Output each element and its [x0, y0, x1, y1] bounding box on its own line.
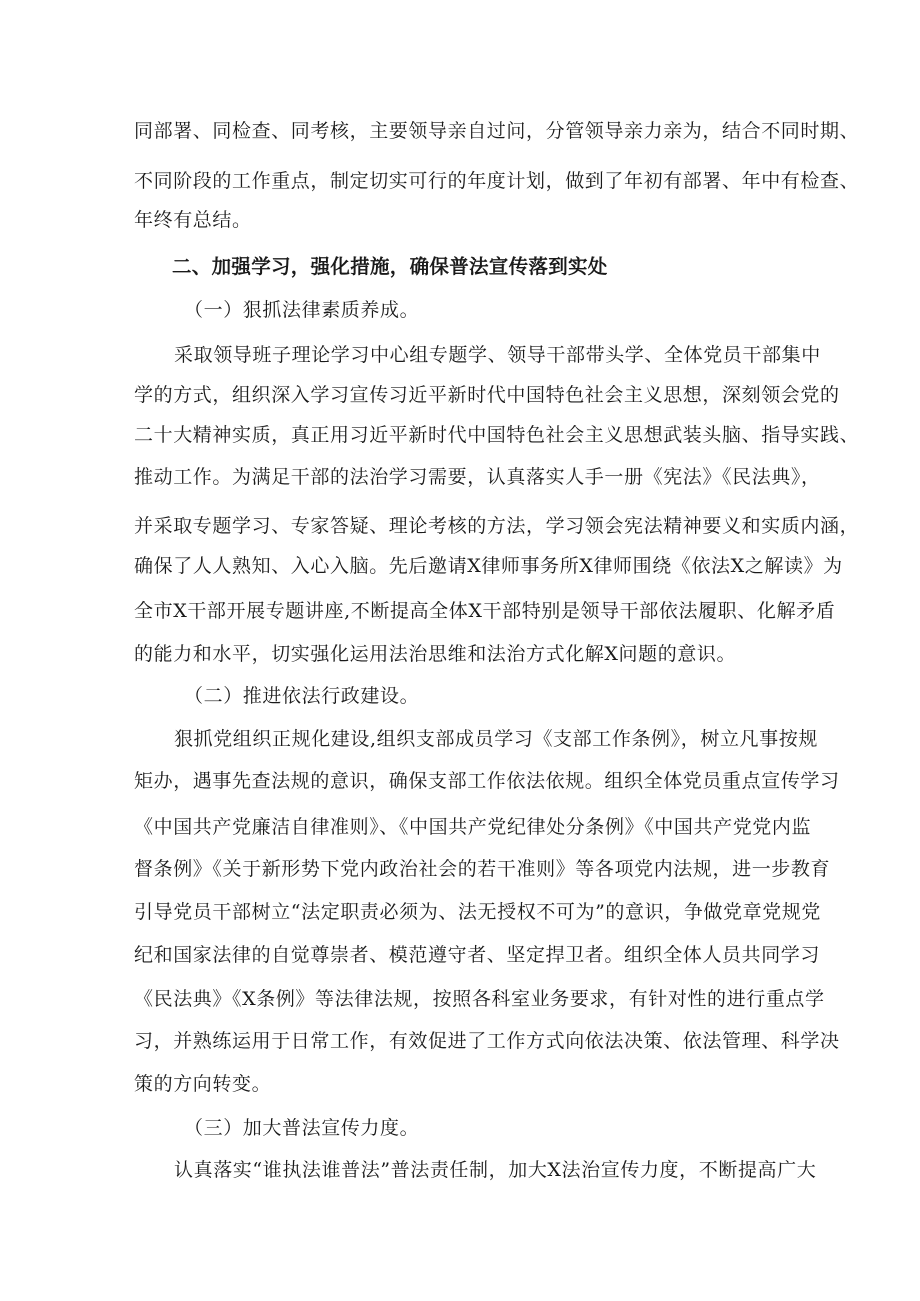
paragraph-line: 采取领导班子理论学习中心组专题学、领导干部带头学、全体党员干部集中 [174, 344, 821, 366]
paragraph-line: 策的方向转变。 [134, 1073, 272, 1095]
paragraph-line: 同部署、同检查、同考核，主要领导亲自过问，分管领导亲力亲为，结合不同时期、 [134, 120, 860, 142]
paragraph-line: 《中国共产党廉洁自律准则》、《中国共产党纪律处分条例》《中国共产党党内监 [134, 816, 812, 838]
paragraph-line: 年终有总结。 [134, 209, 252, 231]
paragraph-line: 《民法典》《X条例》等法律法规，按照各科室业务要求，有针对性的进行重点学 [134, 988, 825, 1010]
paragraph-line: 全市X干部开展专题讲座,不断提高全体X干部特别是领导干部依法履职、化解矛盾 [134, 600, 836, 622]
paragraph-line: 推动工作。为满足干部的法治学习需要，认真落实人手一册《宪法》《民法典》， [134, 466, 821, 488]
subsection-title: （三）加大普法宣传力度。 [184, 1117, 420, 1139]
paragraph-line: 引导党员干部树立“法定职责必须为、法无授权不可为”的意识，争做党章党规党 [134, 901, 822, 923]
paragraph-line: 学的方式，组织深入学习宣传习近平新时代中国特色社会主义思想，深刻领会党的 [134, 384, 840, 406]
paragraph-line: 矩办，遇事先查法规的意识，确保支部工作依法依规。组织全体党员重点宣传学习 [134, 770, 840, 792]
paragraph-line: 的能力和水平，切实强化运用法治思维和法治方式化解X问题的意识。 [134, 643, 737, 665]
paragraph-line: 不同阶段的工作重点，制定切实可行的年度计划，做到了年初有部署、年中有检查、 [134, 170, 860, 192]
paragraph-line: 习，并熟练运用于日常工作，有效促进了工作方式向依法决策、依法管理、科学决 [134, 1030, 840, 1052]
paragraph-line: 督条例》《关于新形势下党内政治社会的若干准则》等各项党内法规，进一步教育 [134, 858, 831, 880]
subsection-title: （二）推进依法行政建设。 [184, 685, 420, 707]
section-heading: 二、加强学习，强化措施，确保普法宣传落到实处 [172, 255, 608, 278]
paragraph-line: 二十大精神实质，真正用习近平新时代中国特色社会主义思想武装头脑、指导实践、 [134, 424, 860, 446]
paragraph-line: 确保了人人熟知、入心入脑。先后邀请X律师事务所X律师围绕《依法X之解读》为 [134, 555, 843, 577]
paragraph-line: 认真落实“谁执法谁普法”普法责任制，加大X法治宣传力度，不断提高广大 [174, 1159, 817, 1181]
subsection-title: （一）狠抓法律素质养成。 [184, 299, 420, 321]
paragraph-line: 并采取专题学习、专家答疑、理论考核的方法，学习领会宪法精神要义和实质内涵， [134, 515, 860, 537]
paragraph-line: 纪和国家法律的自觉尊崇者、模范遵守者、坚定捍卫者。组织全体人员共同学习 [134, 944, 821, 966]
paragraph-line: 狠抓党组织正规化建设,组织支部成员学习《支部工作条例》，树立凡事按规 [174, 728, 818, 750]
